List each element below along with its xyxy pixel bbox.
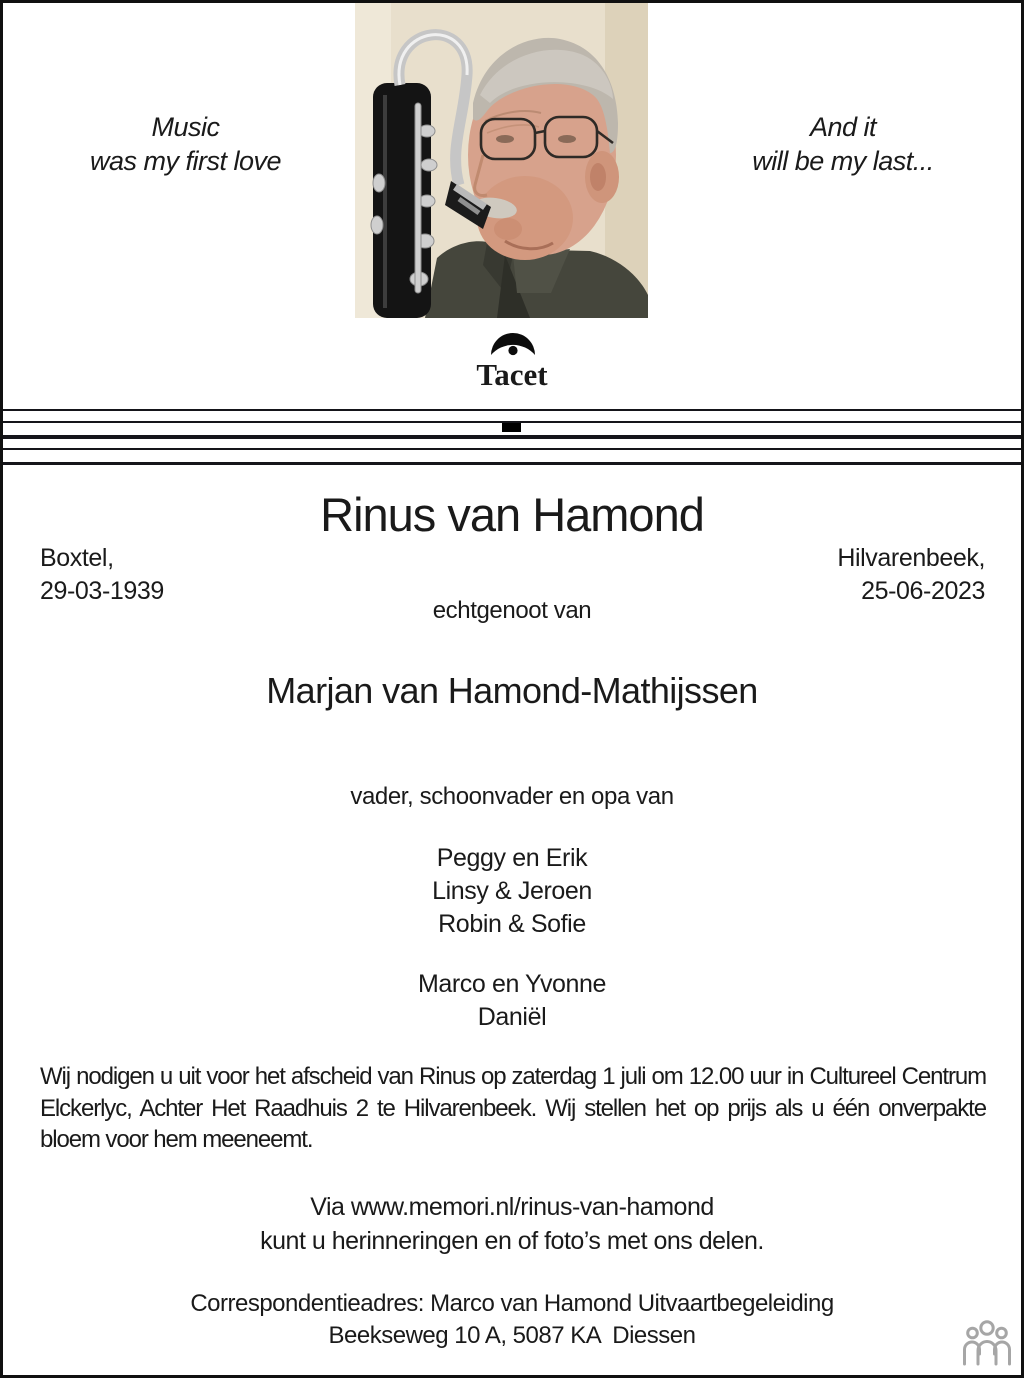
portrait-photo xyxy=(355,3,648,318)
death-place: Hilvarenbeek, xyxy=(837,544,985,572)
staff-line-1 xyxy=(0,409,1024,411)
invitation-paragraph: Wij nodigen u uit voor het afscheid van Rinus op zaterdag 1 juli om 12.00 uur in Cultureel Centrum Elckerlyc, Achter Het Raadhuis 2 te Hilvarenbeek. Wij stellen het op prijs als u één onverpakte bloem voor hem meeneemt. xyxy=(40,1063,986,1153)
quote-right-line1: And it xyxy=(809,112,877,142)
family-group-1 xyxy=(0,842,1024,941)
tacet-label: Tacet xyxy=(476,357,548,392)
whole-rest-icon xyxy=(502,423,521,432)
fermata-icon xyxy=(489,329,537,358)
quote-right-line2: will be my last... xyxy=(752,146,934,176)
quote-left-line1: Music xyxy=(151,112,220,142)
deceased-name: Rinus van Hamond xyxy=(320,488,704,541)
family-member-line: Robin & Sofie xyxy=(438,910,586,938)
birth-date: 29-03-1939 xyxy=(40,577,164,605)
death-date: 25-06-2023 xyxy=(861,577,985,605)
staff-line-5 xyxy=(0,462,1024,465)
family-group-2 xyxy=(0,968,1024,1034)
quote-right xyxy=(688,110,998,178)
family-member-line: Linsy & Jeroen xyxy=(432,877,592,905)
memori-logo-icon xyxy=(962,1318,1012,1366)
staff-line-4 xyxy=(0,448,1024,450)
staff-line-3 xyxy=(0,435,1024,439)
three-people-icon xyxy=(965,1322,1010,1364)
family-member-line: Marco en Yvonne xyxy=(417,970,607,998)
family-intro: vader, schoonvader en opa van xyxy=(350,783,674,810)
birth-place: Boxtel, xyxy=(40,544,114,572)
correspondence-address xyxy=(0,1288,1024,1352)
family-member-line: Daniël xyxy=(477,1003,547,1031)
correspondence-line1: Correspondentieadres: Marco van Hamond Uitvaartbegeleiding xyxy=(190,1290,834,1317)
memori-share-line: kunt u herinneringen en of foto’s met ons delen. xyxy=(260,1227,764,1255)
family-member-line: Peggy en Erik xyxy=(436,844,588,872)
memori-note xyxy=(0,1190,1024,1258)
quote-left xyxy=(28,110,343,178)
memori-url-line: Via www.memori.nl/rinus-van-hamond xyxy=(310,1193,714,1221)
quote-left-line2: was my first love xyxy=(89,146,282,176)
relation-label: echtgenoot van xyxy=(432,597,592,624)
correspondence-line2: Beekseweg 10 A, 5087 KA Diessen xyxy=(328,1322,696,1349)
spouse-name: Marjan van Hamond-Mathijssen xyxy=(266,670,758,711)
